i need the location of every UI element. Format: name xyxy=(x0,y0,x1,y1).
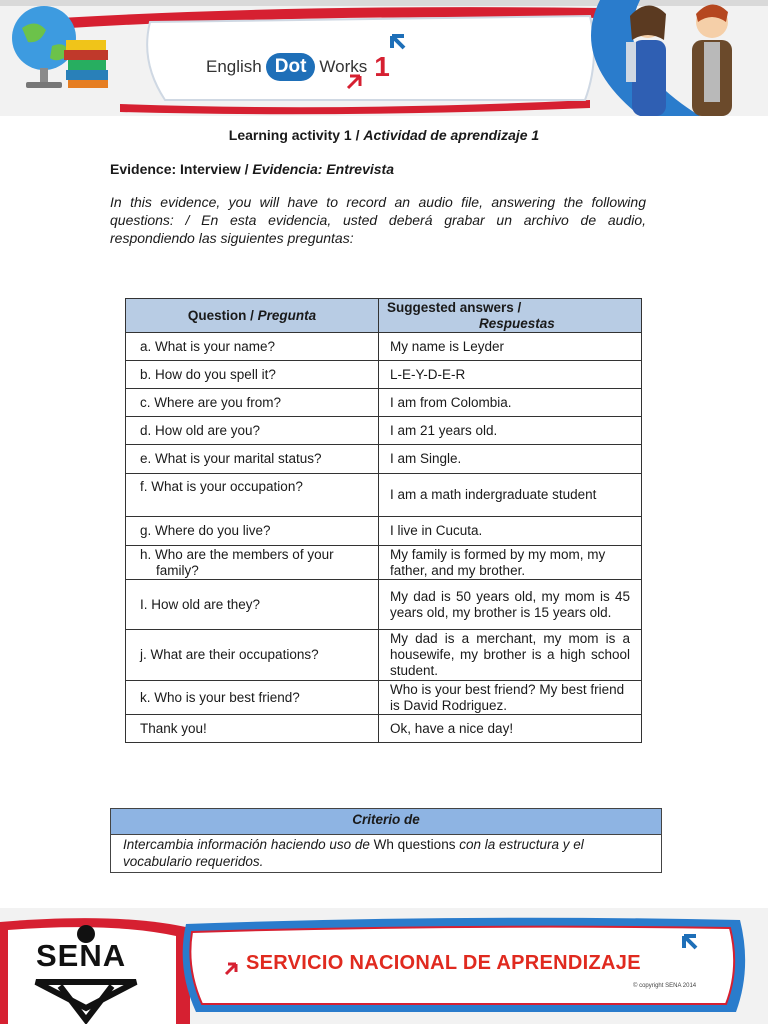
table-row xyxy=(126,389,642,417)
table-row xyxy=(126,715,642,743)
logo-number: 1 xyxy=(374,51,390,82)
header-question-es: Pregunta xyxy=(257,308,317,323)
header-answers xyxy=(379,299,642,333)
evidence-english: Evidence: Interview / xyxy=(110,161,253,177)
logo-word-english: English xyxy=(206,57,262,76)
table-row xyxy=(126,333,642,361)
answer-cell: I live in Cucuta. xyxy=(379,517,642,546)
criterion-text-part2: Wh questions xyxy=(373,837,456,852)
question-cell xyxy=(126,546,379,580)
answer-cell: I am 21 years old. xyxy=(379,417,642,445)
table-row xyxy=(126,517,642,546)
intro-paragraph: In this evidence, you will have to record an audio file, answering the following questions: / En esta evidencia, usted deberá grabar un archivo de audio, respondiendo las siguientes preguntas: xyxy=(110,194,646,246)
table-row xyxy=(126,580,642,630)
copyright-text: © copyright SENA 2014 xyxy=(633,983,697,989)
evidence-heading xyxy=(110,161,394,177)
footer-title: SERVICIO NACIONAL DE APRENDIZAJE xyxy=(246,952,641,974)
table-row xyxy=(126,361,642,389)
logo-word-dot: Dot xyxy=(266,53,316,81)
question-cell: b. How do you spell it? xyxy=(126,361,379,389)
evidence-spanish: Evidencia: Entrevista xyxy=(252,161,395,177)
table-row xyxy=(126,474,642,517)
answer-cell: L-E-Y-D-E-R xyxy=(379,361,642,389)
answer-cell: Who is your best friend? My best friend is David Rodriguez. xyxy=(379,681,642,715)
question-line-continued: family? xyxy=(156,562,199,578)
answer-cell: My family is formed by my mom, my father, and my brother. xyxy=(379,546,642,580)
page-title xyxy=(0,127,768,143)
answer-cell: I am Single. xyxy=(379,445,642,474)
answer-cell: I am a math indergraduate student xyxy=(379,474,642,517)
sena-logo-text: SENA xyxy=(36,938,127,973)
header-banner xyxy=(0,0,768,116)
question-cell: a. What is your name? xyxy=(126,333,379,361)
question-cell: Thank you! xyxy=(126,715,379,743)
question-cell: c. Where are you from? xyxy=(126,389,379,417)
header-question-en: Question / xyxy=(187,308,258,323)
footer-banner xyxy=(0,908,768,1024)
question-cell: I. How old are they? xyxy=(126,580,379,630)
question-cell: f. What is your occupation? xyxy=(126,474,379,517)
criterion-text-part3: con la estructura y el vocabulario requeridos. xyxy=(123,837,584,869)
table-row xyxy=(126,630,642,681)
answer-cell: I am from Colombia. xyxy=(379,389,642,417)
question-cell: e. What is your marital status? xyxy=(126,445,379,474)
title-english: Learning activity 1 / xyxy=(228,127,364,143)
question-line: h. Who are the members of your xyxy=(140,546,334,562)
question-cell: g. Where do you live? xyxy=(126,517,379,546)
answer-cell: My dad is a merchant, my mom is a housewife, my brother is a high school student. xyxy=(379,630,642,681)
title-spanish: Actividad de aprendizaje 1 xyxy=(363,127,540,143)
table-header-row xyxy=(126,299,642,333)
questions-table xyxy=(125,298,642,743)
header-answers-es: Respuestas xyxy=(479,315,555,331)
answer-cell: Ok, have a nice day! xyxy=(379,715,642,743)
logo-word-works: Works xyxy=(319,57,368,76)
question-cell: k. Who is your best friend? xyxy=(126,681,379,715)
answer-cell: My name is Leyder xyxy=(379,333,642,361)
english-dot-works-logo xyxy=(206,52,390,82)
table-row xyxy=(126,417,642,445)
criterion-heading: Criterio de xyxy=(111,809,661,835)
table-row xyxy=(126,681,642,715)
table-row xyxy=(126,546,642,580)
header-answers-en: Suggested answers / xyxy=(387,299,522,315)
table-row xyxy=(126,445,642,474)
criterion-box xyxy=(110,808,662,873)
question-cell: d. How old are you? xyxy=(126,417,379,445)
answer-cell: My dad is 50 years old, my mom is 45 years old, my brother is 15 years old. xyxy=(379,580,642,630)
header-question xyxy=(126,299,379,333)
criterion-text-part1: Intercambia información haciendo uso de xyxy=(123,837,374,852)
criterion-text xyxy=(111,835,661,872)
question-cell: j. What are their occupations? xyxy=(126,630,379,681)
